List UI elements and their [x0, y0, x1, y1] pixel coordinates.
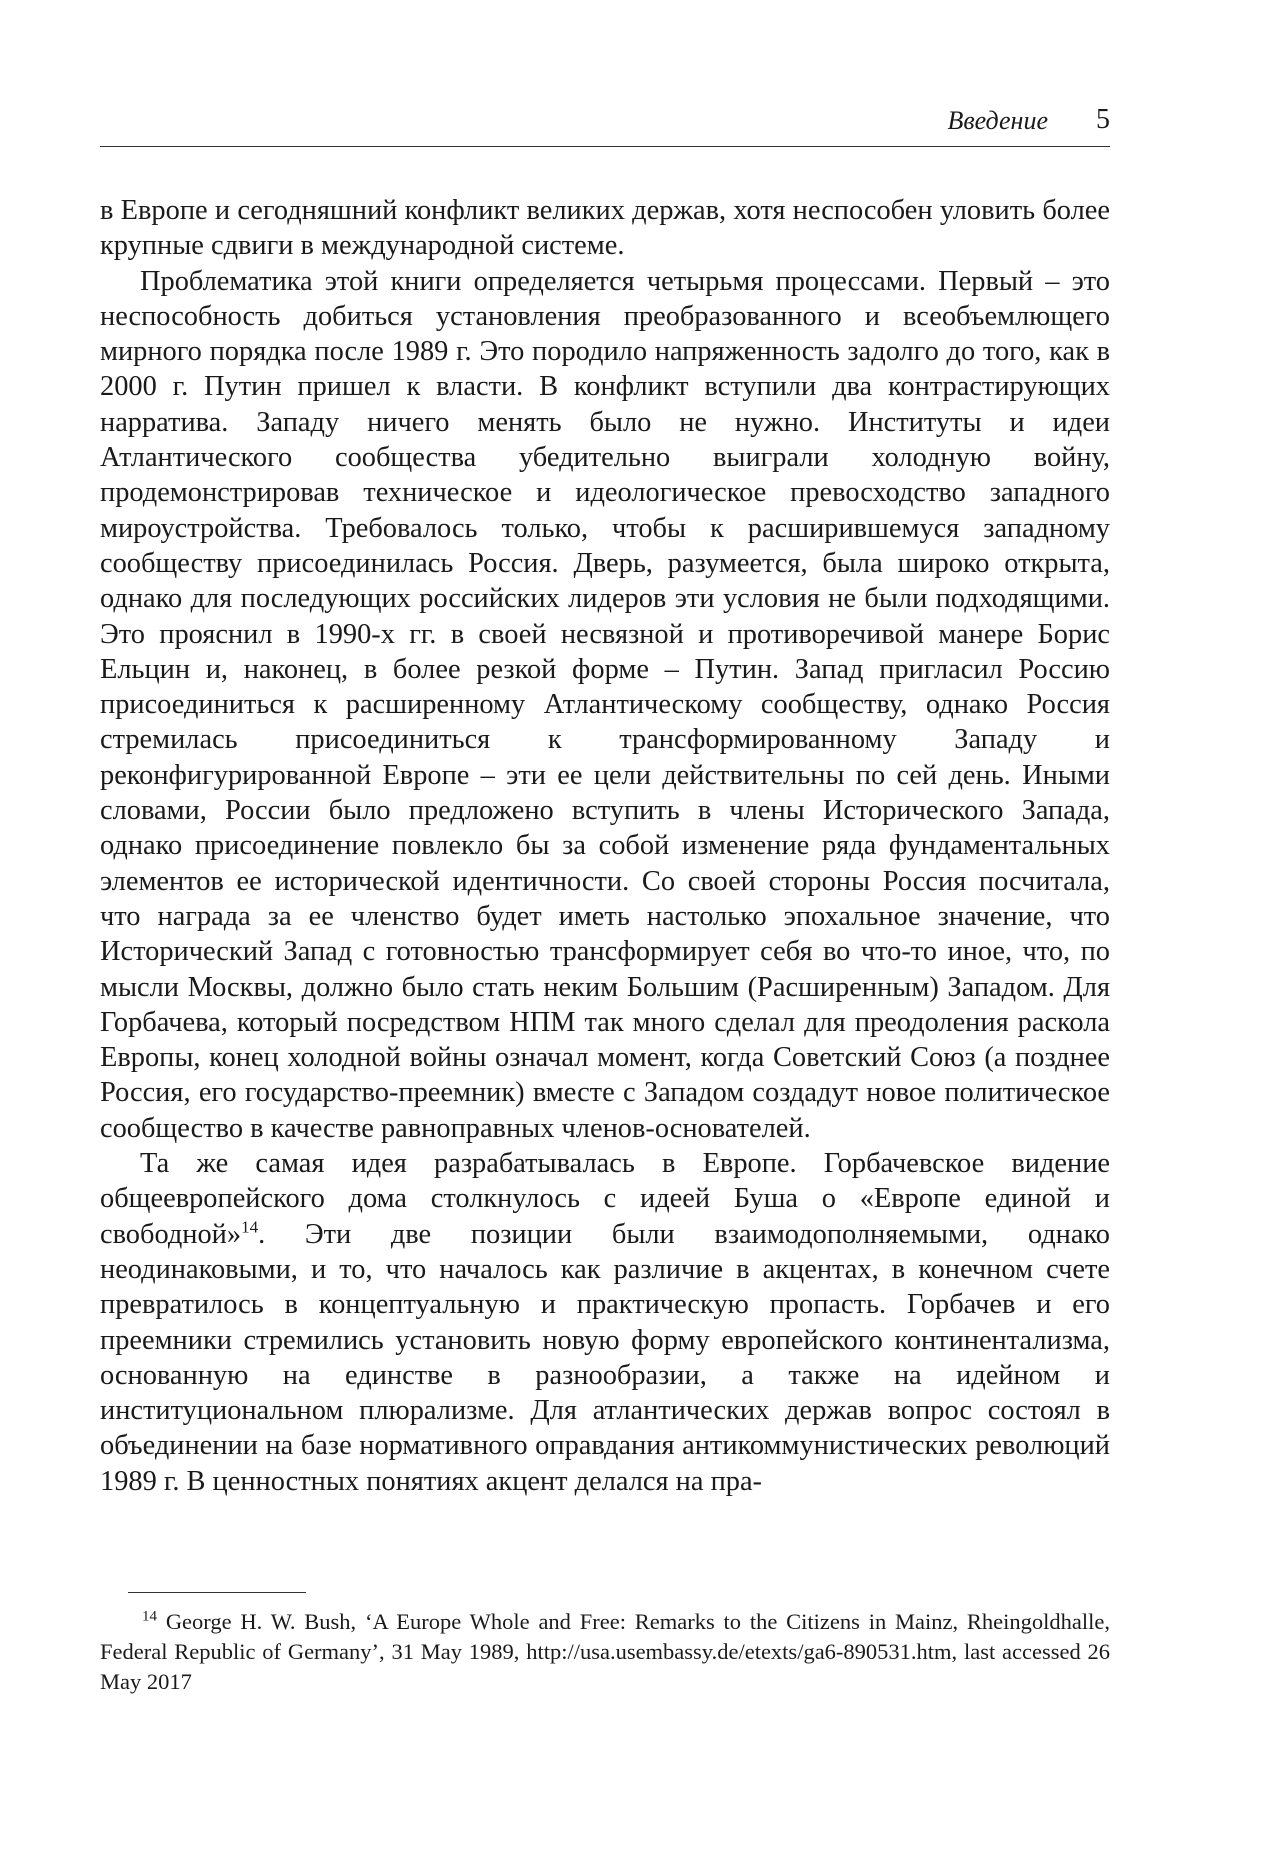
- paragraph-continued: в Европе и сегодняшний конфликт великих держав, хотя неспособен уловить более крупные сдвиги в международной системе.: [100, 195, 1110, 262]
- footnote: [100, 1607, 1110, 1697]
- paragraph-3: [100, 1146, 1110, 1499]
- paragraph-2: Проблематика этой книги определяется четырьмя процессами. Первый – это неспособность добиться установления преобразованного и всеобъемлющего мирного порядка после 1989 г. Это породило напряженность задолго до того, как в 2000 г. Путин пришел к власти. В конфликт вступили два контрастирующих нарратива. Западу ничего менять было не нужно. Институты и идеи Атлантического сообщества убедительно выиграли холодную войну, продемонстрировав техническое и идеологическое превосходство западного мироустройства. Требовалось только, чтобы к расширившемуся западному сообществу присоединилась Россия. Дверь, разумеется, была широко открыта, однако для последующих российских лидеров эти условия не были подходящими. Это прояснил в 1990-х гг. в своей несвязной и противоречивой манере Борис Ельцин и, наконец, в более резкой форме – Путин. Запад пригласил Россию присоединиться к расширенному Атлантическому сообществу, однако Россия стремилась присоединиться к трансформированному Западу и реконфигурированной Европе – эти ее цели действительны по сей день. Иными словами, России было предложено вступить в члены Исторического Запада, однако присоединение повлекло бы за собой изменение ряда фундаментальных элементов ее исторической идентичности. Со своей стороны Россия посчитала, что награда за ее членство будет иметь настолько эпохальное значение, что Исторический Запад с готовностью трансформирует себя во что-то иное, что, по мысли Москвы, должно было стать неким Большим (Расширенным) Западом. Для Горбачева, который посредством НПМ так много сделал для преодоления раскола Европы, конец холодной войны означал момент, когда Советский Союз (а позднее Россия, его государство-преемник) вместе с Западом создадут новое политическое сообщество в качестве равноправных членов-основателей.: [100, 265, 1110, 1144]
- body-text: [100, 193, 1110, 1499]
- footnote-rule: [128, 1592, 306, 1593]
- running-head: [100, 106, 1110, 142]
- paragraph-3-text-end: . Эти две позиции были взаимодополняемыми, однако неодинаковыми, и то, что началось как различие в акцентах, в конечном счете превратилось в концептуальную и практическую пропасть. Горбачев и его преемники стремились установить новую форму европейского континентализма, основанную на единстве в разнообразии, а также на идейном и институциональном плюрализме. Для атлантических держав вопрос состоял в объединении на базе нормативного оправдания антикоммунистических революций 1989 г. В ценностных понятиях акцент делался на пра-: [100, 1218, 1110, 1497]
- paragraph-3-text-start: Та же самая идея разрабатывалась в Европе. Горбачевское видение общеевропейского дома столкнулось с идеей Буша о «Европе единой и свободной»: [100, 1148, 1110, 1250]
- page-number: 5: [1096, 104, 1110, 135]
- footnote-reference[interactable]: 14: [241, 1217, 259, 1237]
- footnote-text: George H. W. Bush, ‘A Europe Whole and Free: Remarks to the Citizens in Mainz, Rheingoldhalle, Federal Republic of Germany’, 31 May 1989, http://usa.usembassy.de/etexts/ga6-890531.htm, last accessed 26 May 2017: [100, 1609, 1110, 1694]
- footnote-number: 14: [142, 1608, 157, 1625]
- header-rule: [100, 146, 1110, 147]
- running-title: Введение: [947, 106, 1048, 135]
